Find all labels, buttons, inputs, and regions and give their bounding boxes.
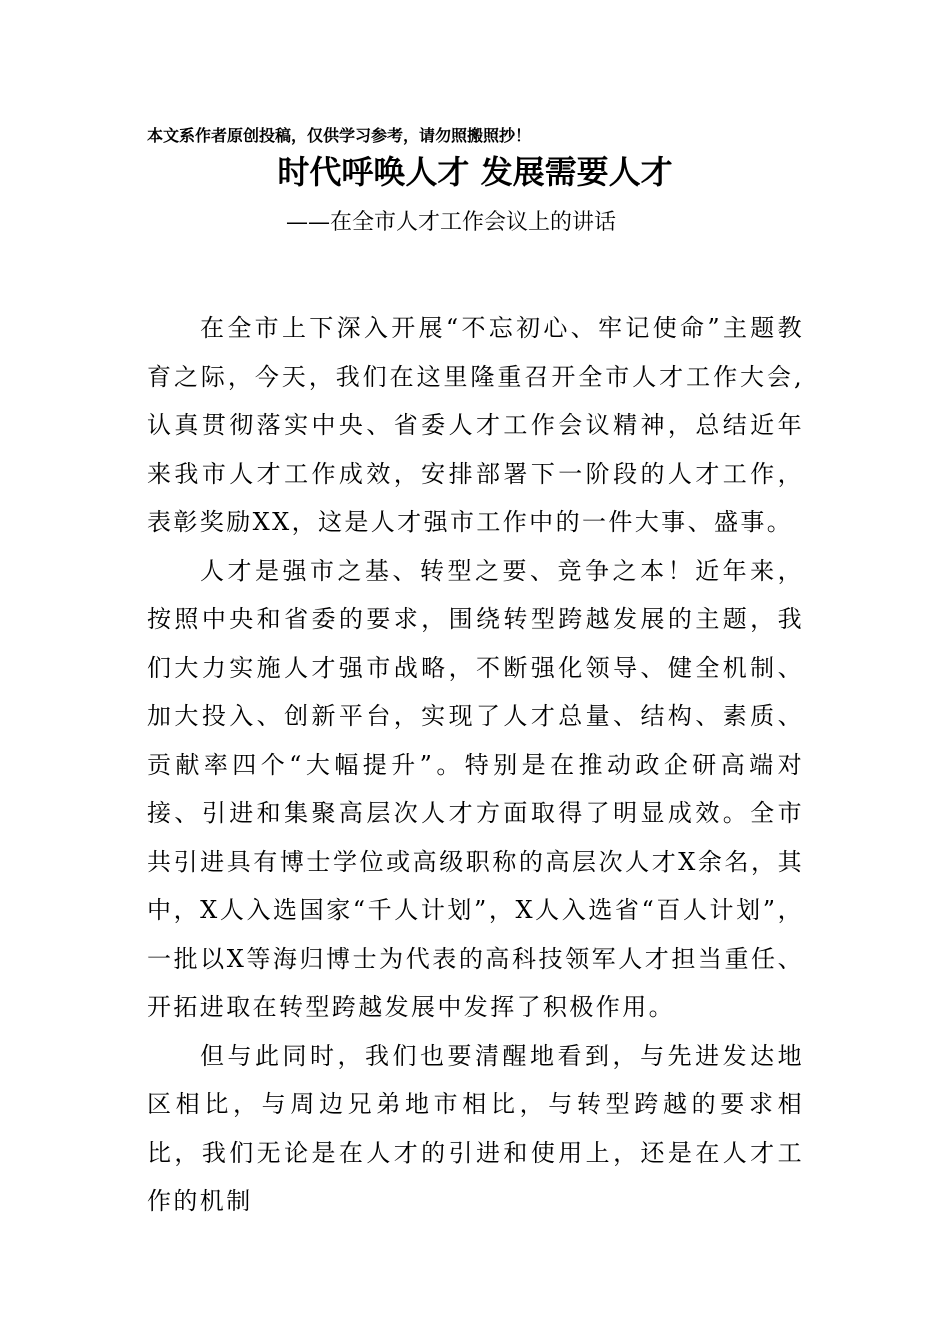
paragraph-1: 在全市上下深入开展“不忘初心、牢记使命”主题教育之际，今天，我们在这里隆重召开全市人才工作大会,认真贯彻落实中央、省委人才工作会议精神，总结近年来我市人才工作成效，安排部署下一阶段的人才工作，表彰奖励XX，这是人才强市工作中的一件大事、盛事。 xyxy=(147,314,804,536)
paragraph-3: 但与此同时，我们也要清醒地看到，与先进发达地区相比，与周边兄弟地市相比，与转型跨越的要求相比，我们无论是在人才的引进和使用上，还是在人才工作的机制 xyxy=(147,1041,804,1215)
document-title: 时代呼唤人才 发展需要人才 xyxy=(277,153,673,191)
copyright-notice: 本文系作者原创投稿，仅供学习参考，请勿照搬照抄！ xyxy=(147,126,532,145)
paragraph-2: 人才是强市之基、转型之要、竞争之本！近年来，按照中央和省委的要求，围绕转型跨越发展的主题，我们大力实施人才强市战略，不断强化领导、健全机制、加大投入、创新平台，实现了人才总量、结构、素质、贡献率四个“大幅提升”。特别是在推动政企研高端对接、引进和集聚高层次人才方面取得了明显成效。全市共引进具有博士学位或高级职称的高层次人才X余名，其中，X人入选国家“千人计划”，X人入选省“百人计划”，一批以X等海归博士为代表的高科技领军人才担当重任、开拓进取在转型跨越发展中发挥了积极作用。 xyxy=(147,556,804,1021)
document-subtitle: ——在全市人才工作会议上的讲话 xyxy=(286,210,617,235)
document-body xyxy=(147,304,804,1226)
